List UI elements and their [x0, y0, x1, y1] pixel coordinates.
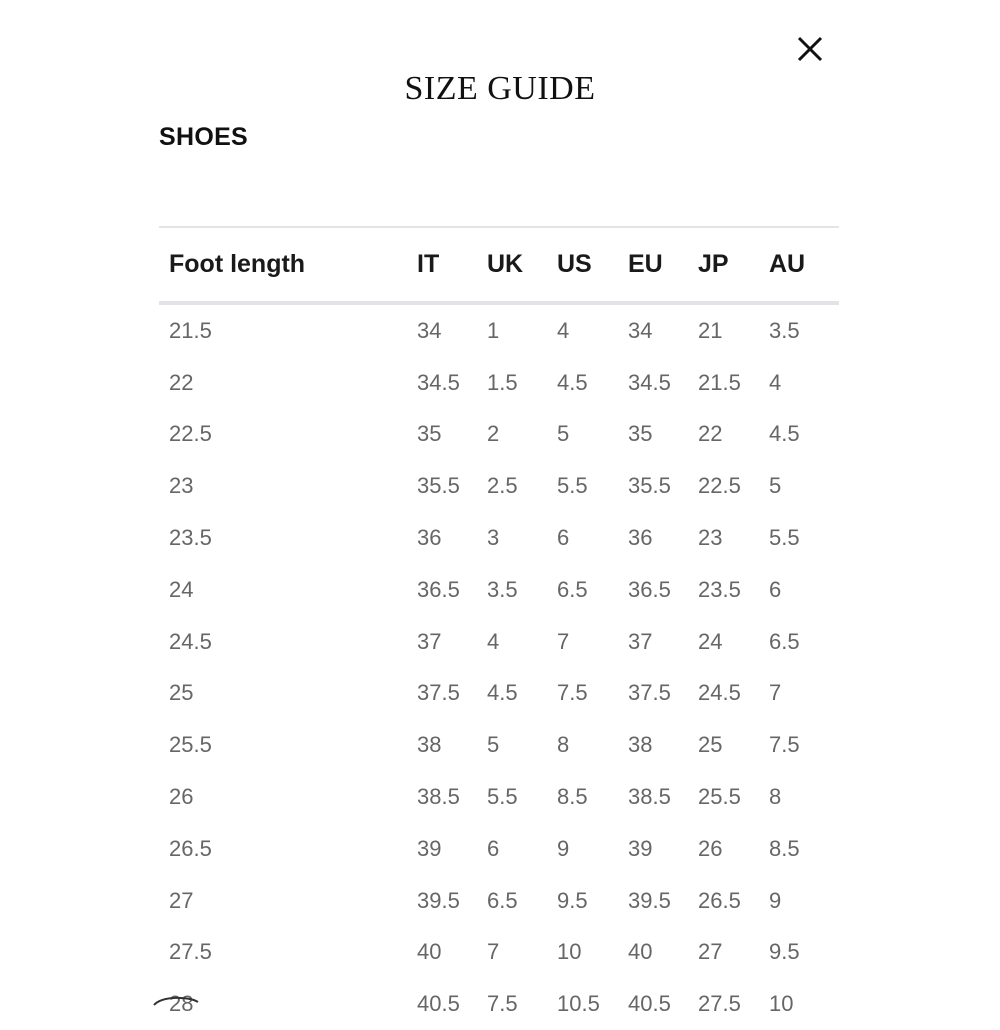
size-cell: 37 [628, 628, 653, 654]
size-cell: 6 [487, 835, 500, 861]
size-cell: 7.5 [557, 680, 588, 706]
column-header: US [557, 250, 592, 278]
size-cell: 8 [769, 784, 782, 810]
table-row [159, 771, 839, 823]
size-cell: 1 [487, 317, 500, 343]
size-cell: 4.5 [769, 421, 800, 447]
size-cell: 34.5 [417, 369, 460, 395]
foot-length-cell: 25 [169, 680, 194, 706]
size-cell: 9 [557, 835, 570, 861]
close-icon [793, 32, 827, 66]
size-cell: 3 [487, 525, 500, 551]
size-cell: 37.5 [417, 680, 460, 706]
size-cell: 5.5 [769, 525, 800, 551]
size-cell: 36 [417, 525, 442, 551]
size-cell: 35.5 [628, 473, 671, 499]
foot-length-cell: 22.5 [169, 421, 212, 447]
size-cell: 40 [628, 939, 653, 965]
size-cell: 26 [698, 835, 723, 861]
size-cell: 4 [487, 628, 500, 654]
size-cell: 25.5 [698, 784, 741, 810]
size-cell: 21 [698, 317, 723, 343]
size-cell: 40.5 [628, 991, 671, 1017]
size-cell: 10 [769, 991, 794, 1017]
table-row [159, 719, 839, 771]
size-cell: 23 [698, 525, 723, 551]
size-cell: 37 [417, 628, 442, 654]
size-cell: 10 [557, 939, 582, 965]
size-cell: 3.5 [487, 576, 518, 602]
table-row [159, 616, 839, 668]
size-cell: 34 [628, 317, 653, 343]
size-cell: 7.5 [487, 991, 518, 1017]
column-header: EU [628, 250, 663, 278]
size-cell: 25 [698, 732, 723, 758]
size-cell: 24.5 [698, 680, 741, 706]
size-cell: 39 [628, 835, 653, 861]
size-cell: 5.5 [487, 784, 518, 810]
foot-length-cell: 24 [169, 576, 194, 602]
modal-title: SIZE GUIDE [404, 70, 596, 107]
size-cell: 10.5 [557, 991, 600, 1017]
table-row [159, 301, 839, 357]
size-cell: 37.5 [628, 680, 671, 706]
foot-length-cell: 27.5 [169, 939, 212, 965]
size-cell: 27 [698, 939, 723, 965]
size-cell: 35 [628, 421, 653, 447]
size-cell: 7 [769, 680, 782, 706]
size-cell: 39 [417, 835, 442, 861]
size-cell: 38.5 [628, 784, 671, 810]
partial-icon [152, 993, 200, 1007]
size-cell: 6.5 [487, 887, 518, 913]
size-cell: 7 [487, 939, 500, 965]
table-header-row [159, 228, 839, 301]
foot-length-cell: 28 [169, 991, 194, 1017]
size-cell: 3.5 [769, 317, 800, 343]
size-cell: 8 [557, 732, 570, 758]
size-cell: 8.5 [769, 835, 800, 861]
column-header: AU [769, 250, 806, 278]
foot-length-cell: 26.5 [169, 835, 212, 861]
size-cell: 7.5 [769, 732, 800, 758]
size-cell: 2.5 [487, 473, 518, 499]
table-row [159, 357, 839, 409]
size-cell: 26.5 [698, 887, 741, 913]
size-cell: 38.5 [417, 784, 460, 810]
foot-length-cell: 21.5 [169, 317, 212, 343]
column-header: IT [417, 250, 440, 278]
size-cell: 4 [557, 317, 570, 343]
foot-length-cell: 23.5 [169, 525, 212, 551]
size-cell: 22 [698, 421, 723, 447]
size-cell: 9 [769, 887, 782, 913]
table-row [159, 823, 839, 875]
table-row [159, 564, 839, 616]
size-cell: 21.5 [698, 369, 741, 395]
size-cell: 5 [769, 473, 782, 499]
close-button[interactable] [793, 32, 827, 66]
foot-length-cell: 23 [169, 473, 194, 499]
table-row [159, 927, 839, 979]
size-cell: 4.5 [557, 369, 588, 395]
foot-length-cell: 26 [169, 784, 194, 810]
size-cell: 38 [628, 732, 653, 758]
column-header: UK [487, 250, 524, 278]
size-cell: 39.5 [417, 887, 460, 913]
size-cell: 5.5 [557, 473, 588, 499]
size-cell: 5 [557, 421, 570, 447]
size-cell: 7 [557, 628, 570, 654]
size-cell: 9.5 [769, 939, 800, 965]
size-cell: 27.5 [698, 991, 741, 1017]
size-cell: 34.5 [628, 369, 671, 395]
foot-length-cell: 27 [169, 887, 194, 913]
table-row [159, 668, 839, 720]
foot-length-cell: 24.5 [169, 628, 212, 654]
size-cell: 4.5 [487, 680, 518, 706]
column-header: JP [698, 250, 729, 278]
size-cell: 38 [417, 732, 442, 758]
table-row [159, 409, 839, 461]
size-cell: 40 [417, 939, 442, 965]
size-cell: 1.5 [487, 369, 518, 395]
table-row [159, 460, 839, 512]
size-cell: 2 [487, 421, 500, 447]
size-cell: 36.5 [628, 576, 671, 602]
size-cell: 4 [769, 369, 782, 395]
size-cell: 35 [417, 421, 442, 447]
size-cell: 40.5 [417, 991, 460, 1017]
size-cell: 6.5 [557, 576, 588, 602]
size-cell: 6.5 [769, 628, 800, 654]
section-title: SHOES [159, 123, 249, 151]
size-cell: 36.5 [417, 576, 460, 602]
table-row [159, 512, 839, 564]
size-cell: 36 [628, 525, 653, 551]
table-row [159, 875, 839, 927]
size-cell: 34 [417, 317, 442, 343]
column-header: Foot length [169, 250, 306, 278]
size-cell: 22.5 [698, 473, 741, 499]
size-cell: 23.5 [698, 576, 741, 602]
size-table [159, 228, 839, 1030]
size-cell: 9.5 [557, 887, 588, 913]
size-cell: 35.5 [417, 473, 460, 499]
foot-length-cell: 22 [169, 369, 194, 395]
foot-length-cell: 25.5 [169, 732, 212, 758]
size-cell: 5 [487, 732, 500, 758]
size-cell: 39.5 [628, 887, 671, 913]
size-cell: 24 [698, 628, 723, 654]
size-cell: 6 [769, 576, 782, 602]
size-cell: 8.5 [557, 784, 588, 810]
table-row [159, 978, 839, 1030]
size-cell: 6 [557, 525, 570, 551]
